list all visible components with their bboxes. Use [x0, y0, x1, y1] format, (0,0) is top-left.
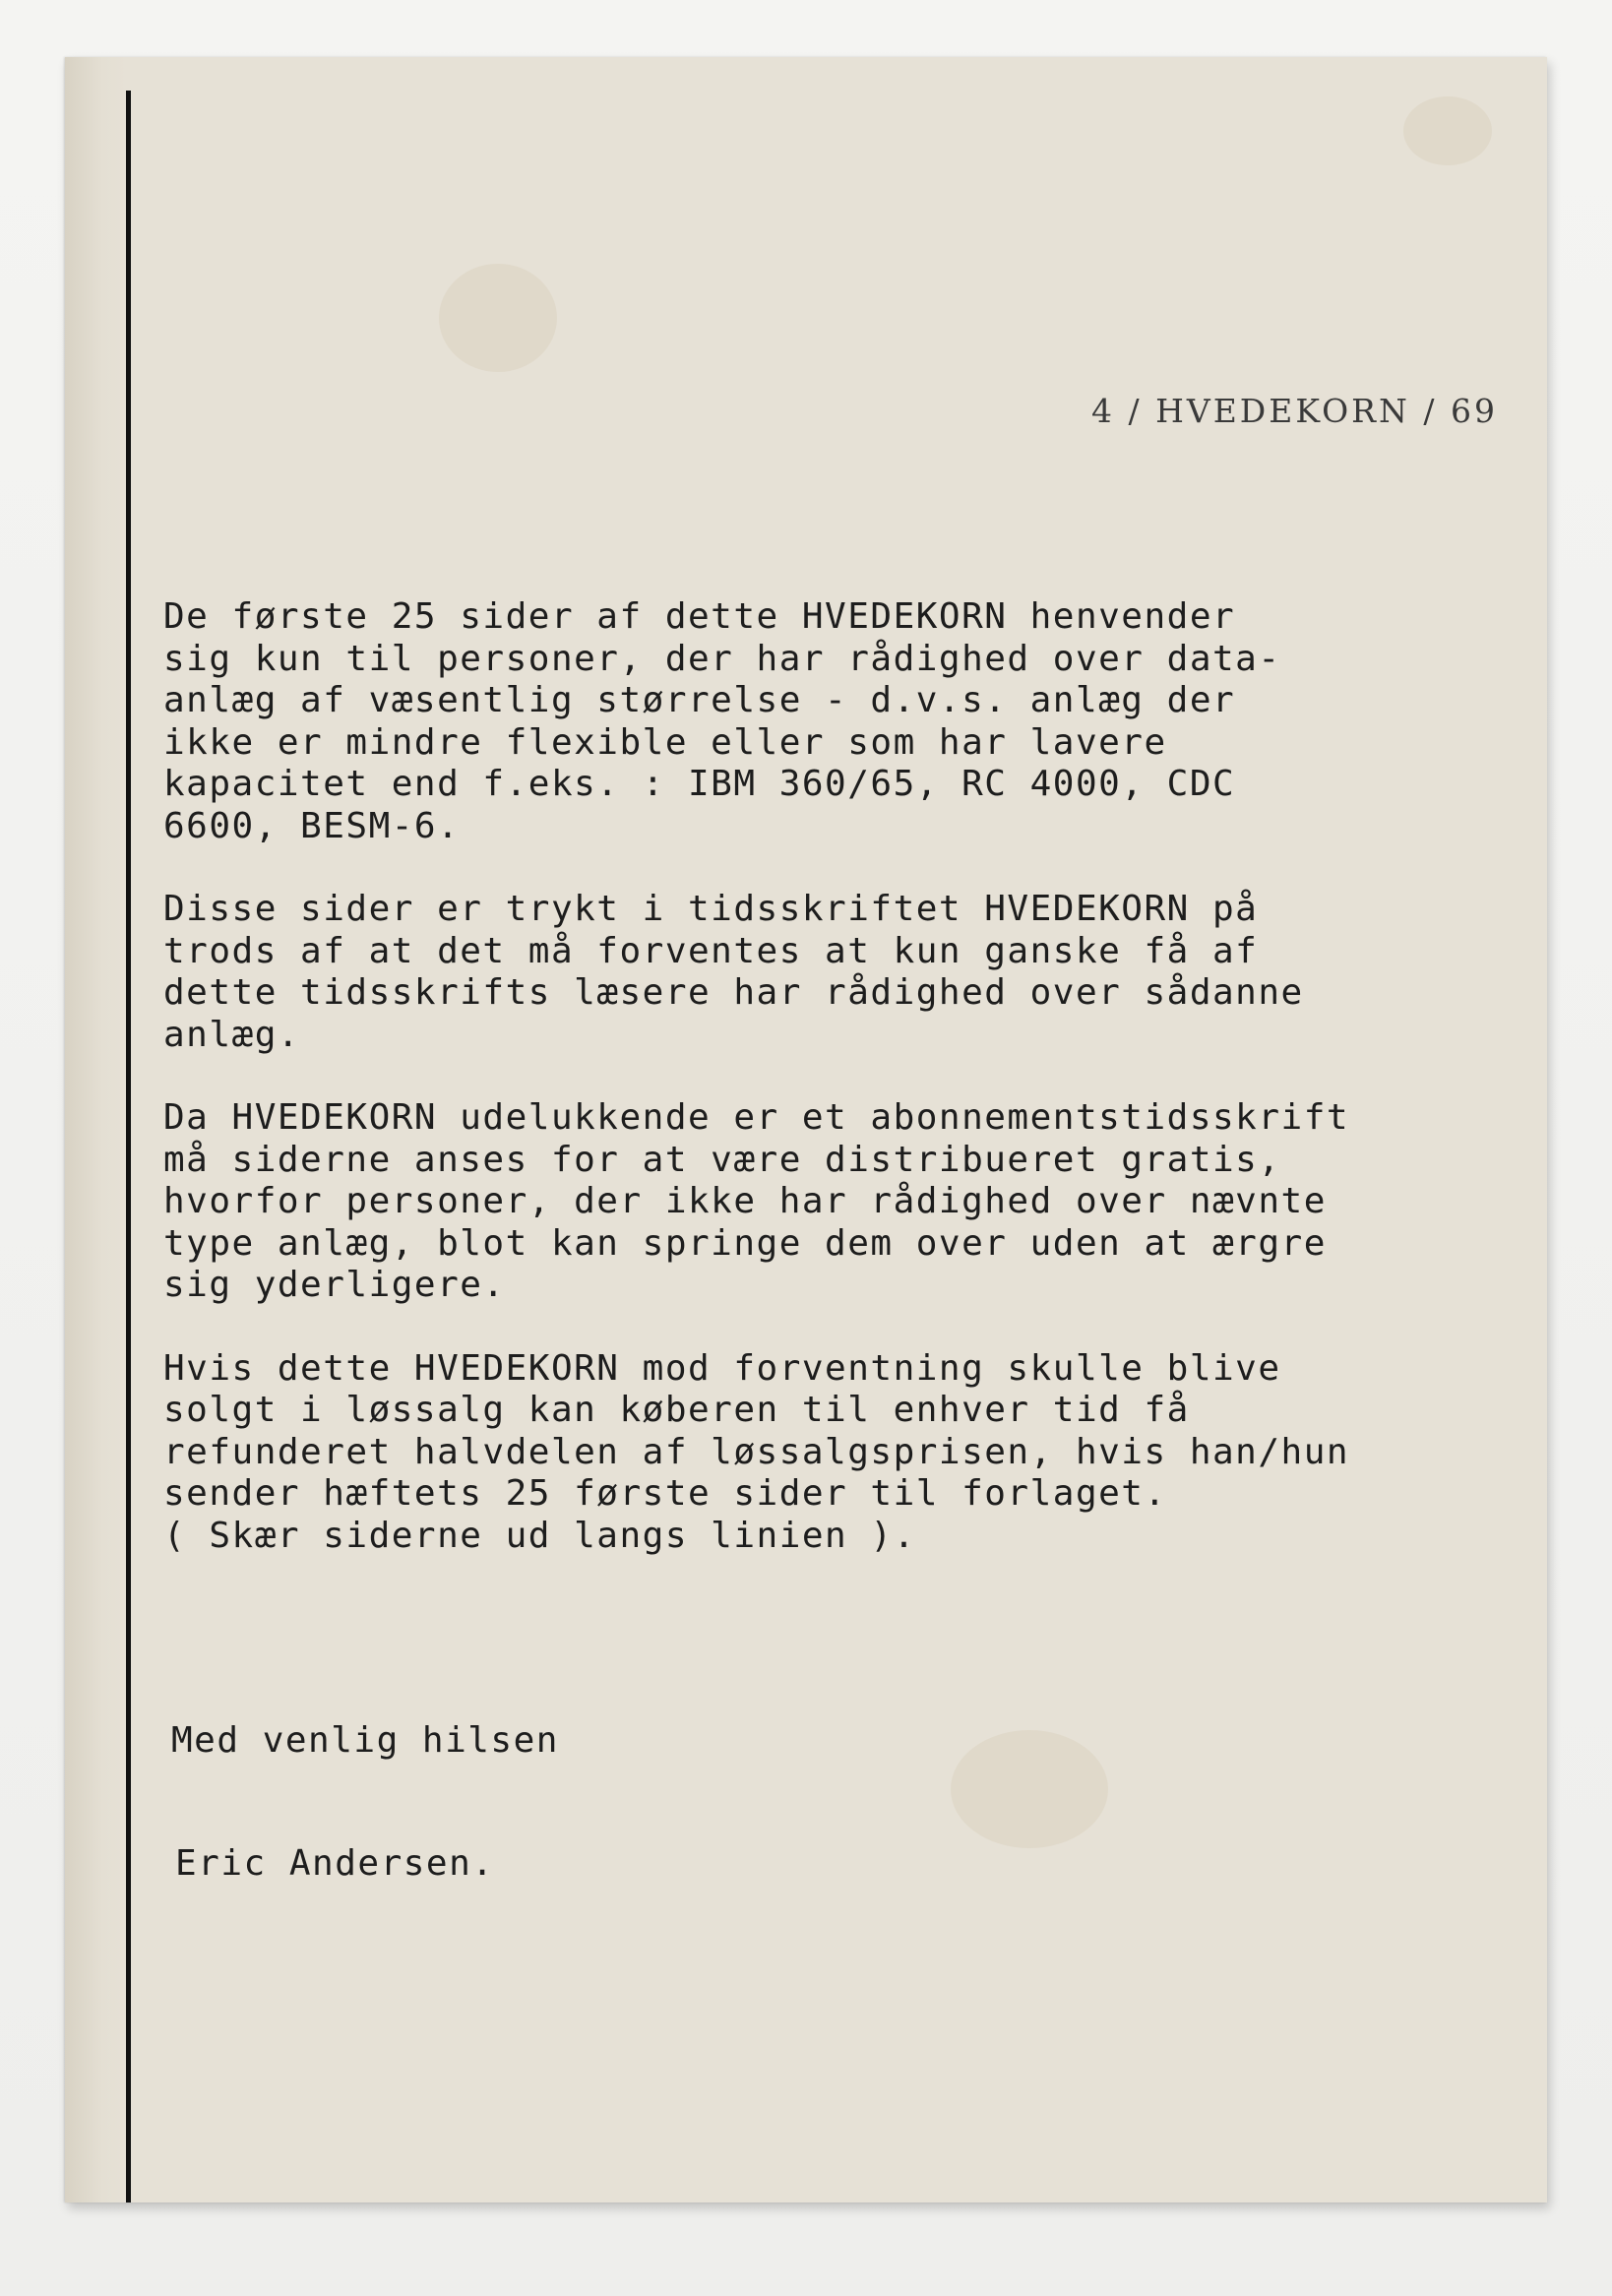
closing-greeting: Med venlig hilsen — [171, 1720, 559, 1761]
text-line: kapacitet end f.eks. : IBM 360/65, RC 4000, CDC — [163, 764, 1236, 804]
text-line: sig kun til personer, der har rådighed over data- — [163, 638, 1281, 679]
text-line: hvorfor personer, der ikke har rådighed over nævnte — [163, 1181, 1327, 1221]
text-line: anlæg af væsentlig størrelse - d.v.s. anlæg der — [163, 680, 1236, 720]
paragraph — [163, 1348, 1541, 1558]
text-line: refunderet halvdelen af løssalgsprisen, hvis han/hun — [163, 1431, 1350, 1472]
text-line: må siderne anses for at være distribueret gratis, — [163, 1139, 1281, 1180]
paragraph — [163, 596, 1541, 847]
text-line: type anlæg, blot kan springe dem over uden at ærgre — [163, 1222, 1327, 1264]
text-line: anlæg. — [163, 1014, 301, 1055]
paragraph — [163, 1097, 1541, 1307]
text-line: Hvis dette HVEDEKORN mod forventning skulle blive — [163, 1347, 1281, 1389]
text-line: solgt i løssalg kan køberen til enhver tid få — [163, 1390, 1190, 1430]
paper-stain — [951, 1730, 1108, 1848]
text-line: Da HVEDEKORN udelukkende er et abonnementstidsskrift — [163, 1097, 1350, 1138]
text-line: De første 25 sider af dette HVEDEKORN henvender — [163, 596, 1236, 637]
text-line: sender hæftets 25 første sider til forlaget. — [163, 1473, 1167, 1514]
page-spine — [65, 57, 128, 2203]
paper-stain — [439, 264, 557, 372]
paragraph — [163, 889, 1541, 1056]
signature: Eric Andersen. — [175, 1843, 495, 1884]
page-header: 4 / HVEDEKORN / 69 — [1091, 392, 1498, 430]
text-line: trods af at det må forventes at kun ganske få af — [163, 930, 1259, 971]
text-line: ( Skær siderne ud langs linien ). — [163, 1515, 916, 1556]
text-line: dette tidsskrifts læsere har rådighed over sådanne — [163, 972, 1304, 1013]
text-line: sig yderligere. — [163, 1265, 506, 1305]
text-line: 6600, BESM-6. — [163, 805, 461, 846]
text-line: Disse sider er trykt i tidsskriftet HVEDEKORN på — [163, 889, 1259, 929]
text-line: ikke er mindre flexible eller som har lavere — [163, 721, 1167, 763]
typewritten-page — [65, 57, 1547, 2203]
paper-stain — [1403, 96, 1492, 165]
body-text — [163, 596, 1541, 1598]
